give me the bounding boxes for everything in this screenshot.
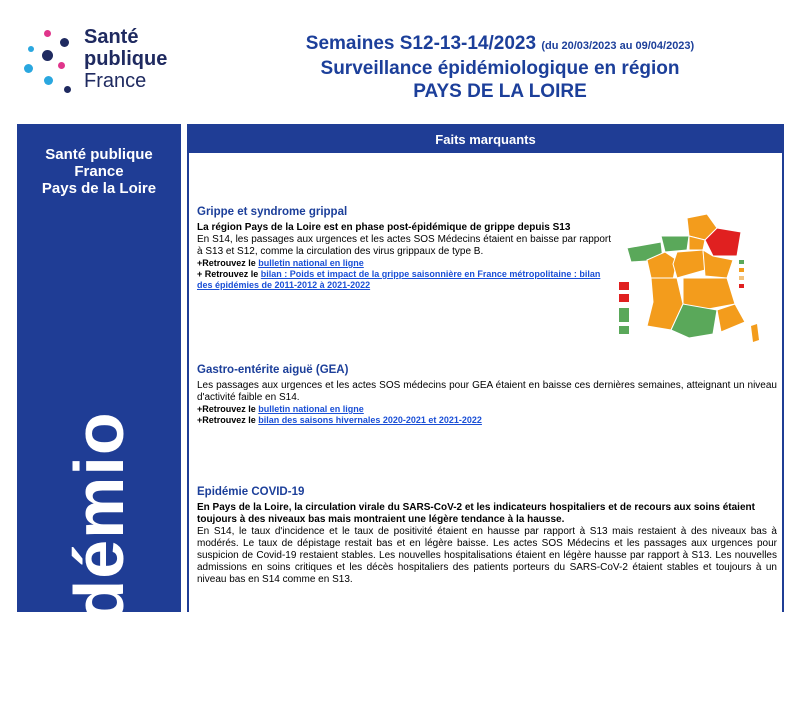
grippe-section [197,206,611,291]
gea-text: Les passages aux urgences et les actes SOS médecins pour GEA étaient en baisse ces dernières semaines, atteignant un niveau d'activité faible en S14. [197,380,777,403]
logo-dot [58,62,65,69]
map-region-normandie [661,236,689,252]
spf-logo [22,24,182,104]
grippe-title: Grippe et syndrome grippal [197,206,348,218]
map-dom-2 [619,294,629,302]
france-epidemic-map [617,208,777,350]
map-region-centre [673,250,705,278]
covid-lead: En Pays de la Loire, la circulation virale du SARS-CoV-2 et les indicateurs hospitaliers et de recours aux soins étaient toujours à des niveaux bas mais montraient une légère tendance à la hausse. [197,502,755,525]
logo-dot [42,50,53,61]
logo-dot [44,30,51,37]
bulletin-title: Semaines S12-13-14/2023 (du 20/03/2023 au 09/04/2023) [305,33,695,54]
covid-text: En S14, le taux d'incidence et le taux de positivité étaient en hausse par rapport à S13 mais restaient à des niveaux bas à modérés. Le taux de dépistage restait bas et en légère baisse. Les actes SOS Médecins et les passages aux urgences pour suspicion de Covid-19 restaient stables. Les nouvelles hospitalisations étaient en légère hausse par rapport à S13. Les nouvelles admissions en soins critiques et les décès hospitaliers des patients porteurs du SARS-CoV-2 étaient stables et toujours à un niveau bas en S14 comme en S13. [197,526,777,585]
logo-dot [64,86,71,93]
gea-link-line-1: +Retrouvez le bulletin national en ligne [197,404,364,414]
map-dom-4 [619,326,629,334]
covid-title: Epidémie COVID-19 [197,486,305,498]
gea-link-line-2: +Retrouvez le bilan des saisons hivernales 2020-2021 et 2021-2022 [197,415,482,425]
bulletin-subtitle: Surveillance épidémiologique en région [320,58,680,79]
panel-title: Faits marquants [189,126,782,153]
covid-section [197,486,777,586]
legend-swatch-pre [739,268,744,272]
map-dom-1 [619,282,629,290]
grippe-lead: La région Pays de la Loire est en phase post-épidémique de grippe depuis S13 [197,222,571,233]
legend-swatch-none [739,260,744,264]
logo-dot [28,46,34,52]
logo-line1: Santé [84,26,139,48]
grippe-national-bulletin-link[interactable]: bulletin national en ligne [258,258,364,268]
grippe-link-line-2: + Retrouvez le bilan : Poids et impact de la grippe saisonnière en France métropolitaine : bilan des épidémies de 2011-2012 à 2021-2022 [197,269,601,290]
logo-line3: France [84,70,147,92]
gea-bilan-link[interactable]: bilan des saisons hivernales 2020-2021 et 2021-2022 [258,415,482,425]
sidebar-title: Santé publique France Pays de la Loire [41,146,157,197]
sidebar [17,124,181,727]
logo-dot [24,64,33,73]
legend-swatch-post [739,276,744,280]
gea-title: Gastro-entérite aiguë (GEA) [197,364,349,376]
grippe-text: En S14, les passages aux urgences et les actes SOS Médecins étaient en baisse par rapport à S13 et S12, comme la circulation des virus grippaux de type B. [197,234,611,257]
map-region-corse [751,324,759,342]
gea-national-bulletin-link[interactable]: bulletin national en ligne [258,404,364,414]
map-region-paca [717,304,745,332]
bulletin-dates: (du 20/03/2023 au 09/04/2023) [541,40,695,52]
logo-line2: publique [84,48,168,70]
highlights-panel [187,124,784,612]
gea-section [197,364,777,426]
grippe-bilan-link[interactable]: bilan : Poids et impact de la grippe saisonnière en France métropolitaine : bilan des épidémies de 2011-2012 à 2021-2022 [197,269,601,290]
map-dom-3 [619,308,629,322]
legend-swatch-epi [739,284,744,288]
bulletin-region: PAYS DE LA LOIRE [413,81,587,102]
sidebar-vertical-label: épidémio [60,411,138,727]
logo-dot [44,76,53,85]
grippe-link-line-1: +Retrouvez le bulletin national en ligne [197,258,364,268]
logo-dot [60,38,69,47]
